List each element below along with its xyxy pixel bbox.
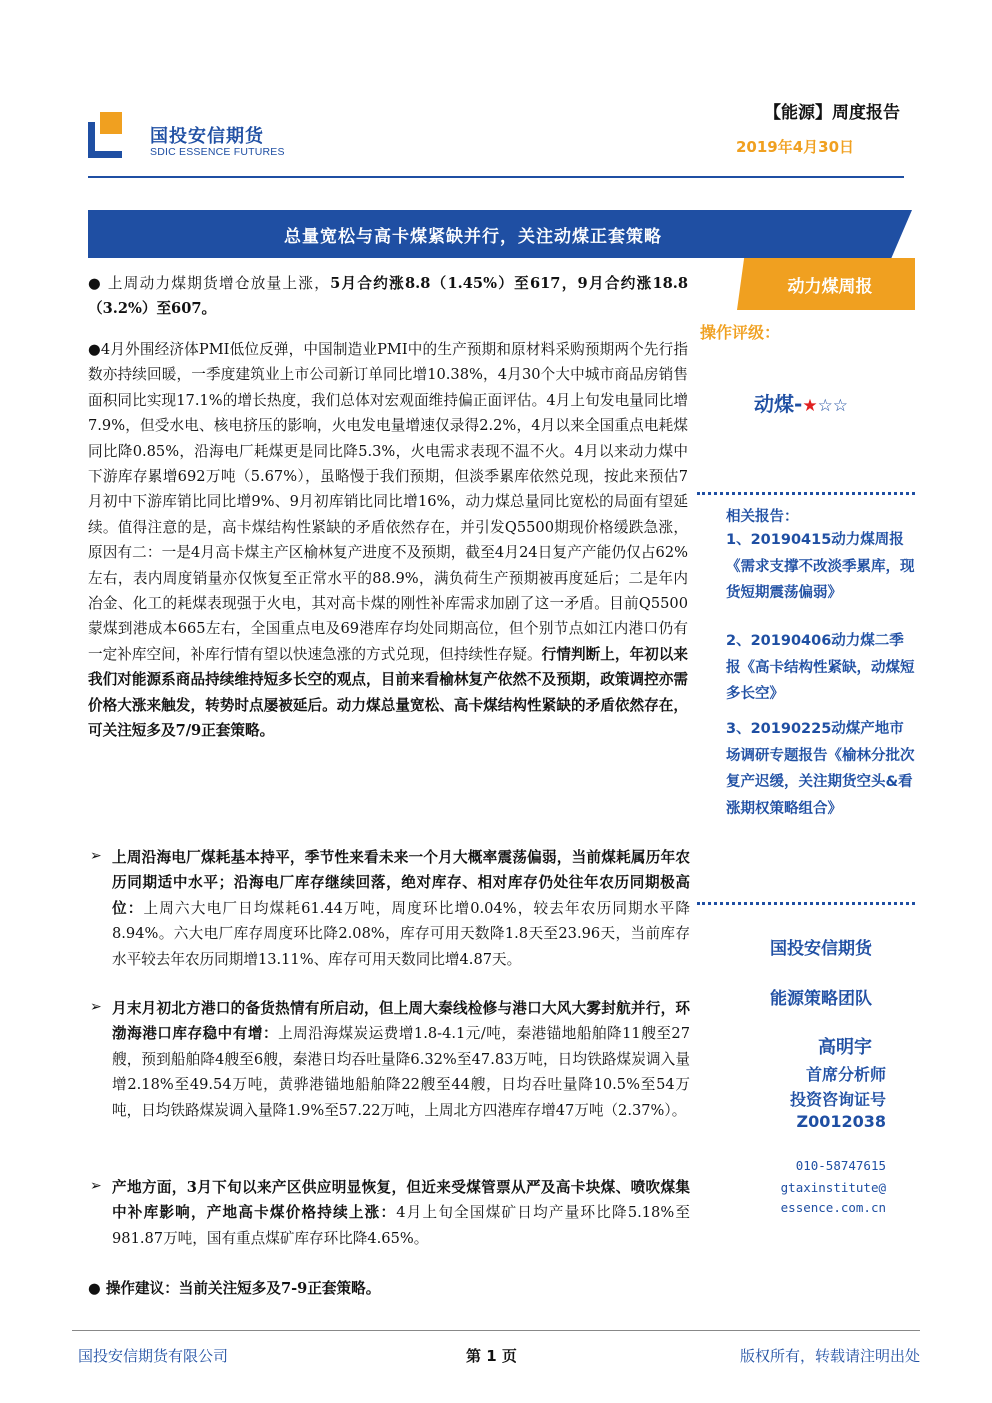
ports-text: 上周沿海煤炭运费增1.8-4.1元/吨，秦港锚地船舶降11艘至27艘，预到船舶降4艘至6艘，秦港日均吞吐量降6.32%至47.83万吨，日均铁路煤炭调入量增2.18%至49.54万吨，黄骅港锚地船舶降22艘至44艘，日均吞吐量降10.5%至54万吨，日均铁路煤炭调入量降1.9%至57.22万吨，上周北方四港库存增47万吨（2.37%）。	[112, 1025, 690, 1119]
analysis-conclusion: 行情判断上，年初以来我们对能源系商品持续维持短多长空的观点，目前来看榆林复产依然不及预期，政策调控亦需价格大涨来触发，转势时点屡被延后。动力煤总量宽松、高卡煤结构性紧缺的矛盾依然存在，可关注短多及7/9正套策略。	[88, 645, 688, 740]
footer-company: 国投安信期货有限公司	[78, 1347, 229, 1365]
sidebar-org: 国投安信期货	[770, 939, 872, 959]
star-filled-icon: ★	[802, 396, 818, 416]
report-date: 2019年4月30日	[736, 138, 855, 156]
analysis-text: ●4月外围经济体PMI低位反弹，中国制造业PMI中的生产预期和原材料采购预期两个先行指数亦持续回暖，一季度建筑业上市公司新订单同比增10.38%，4月30个大中城市商品房销售面积同比实现17.1%的增长热度，我们总体对宏观面维持偏正面评估。4月上旬发电量同比增7.9%，但受水电、核电挤压的影响，火电发电量增速仅录得2.2%，4月以来全国重点电耗煤同比降0.85%，沿海电厂耗煤更是同比降5.3%，火电需求表现不温不火。4月以来动力煤中下游库存累增692万吨（5.67%），虽略慢于我们预期，但淡季累库依然兑现，按此来预估7月初中下游库销比同比增9%、9月初库销比同比增16%，动力煤总量同比宽松的局面有望延续。值得注意的是，高卡煤结构性紧缺的矛盾依然存在，并引发Q5500期现价格缓跌急涨，原因有二：一是4月高卡煤主产区榆林复产进度不及预期，截至4月24日复产产能仍仅占62%左右，表内周度销量亦仅恢复至正常水平的88.9%，满负荷生产预期被再度延后；二是年内冶金、化工的耗煤表现强于火电，其对高卡煤的刚性补库需求加剧了这一矛盾。目前Q5500蒙煤到港成本665左右，全国重点电及69港库存均处同期高位，但个别节点如江内港口仍有一定补库空间，补库行情有望以快速急涨的方式兑现，但持续性存疑。	[88, 341, 688, 663]
paragraph-recommendation	[88, 1276, 688, 1301]
summary-highlight: 5月合约涨8.8（1.45%）至617，9月合约涨18.8（3.2%）至607。	[88, 275, 689, 318]
footer-divider	[72, 1330, 920, 1331]
star-empty-icon: ☆☆	[817, 396, 849, 416]
rating-label: 操作评级：	[700, 323, 781, 342]
cert-number: Z0012038	[796, 1112, 886, 1131]
power-plants-text: 上周六大电厂日均煤耗61.44万吨，周度环比增0.04%，较去年农历同期水平降8.94%。六大电厂库存周度环比降2.08%，库存可用天数降1.8天至23.96天，当前库存水平较去年农历同期增13.11%、库存可用天数同比增4.87天。	[112, 899, 690, 968]
contact-email-line-1[interactable]: gtaxinstitute@	[780, 1180, 886, 1195]
arrow-bullet-icon: ➢	[90, 999, 102, 1015]
rating	[754, 388, 848, 417]
paragraph-production	[112, 1175, 690, 1251]
logo-name-en: SDIC ESSENCE FUTURES	[150, 146, 285, 158]
report-tag: 动力煤周报	[787, 277, 873, 297]
related-reports-title: 相关报告：	[726, 509, 799, 525]
related-report-2[interactable]: 2、20190406动力煤二季报《高卡结构性紧缺，动煤短多长空》	[726, 633, 915, 702]
logo-name-cn: 国投安信期货	[150, 126, 264, 147]
cert-label: 投资咨询证号	[789, 1090, 886, 1109]
related-report-1[interactable]: 1、20190415动力煤周报《需求支撑不改淡季累库，现货短期震荡偏弱》	[726, 532, 915, 601]
header-divider	[88, 176, 904, 178]
production-highlight: 产地方面，3月下旬以来产区供应明显恢复，但近来受煤管票从严及高卡块煤、喷吹煤集中补库影响，产地高卡煤价格持续上涨：	[112, 1179, 690, 1222]
page-number: 第 1 页	[466, 1347, 517, 1365]
sidebar-team: 能源策略团队	[770, 989, 872, 1009]
paragraph-summary	[88, 271, 688, 322]
arrow-bullet-icon: ➢	[90, 848, 102, 864]
paragraph-ports	[112, 996, 690, 1123]
production-text: 4月上旬全国煤矿日均产量环比降5.18%至981.87万吨，国有重点煤矿库存环比降4.65%。	[112, 1204, 690, 1247]
logo-blue-bar	[88, 122, 95, 158]
report-type: 【能源】周度报告	[764, 103, 900, 123]
author-name: 高明宇	[818, 1037, 872, 1058]
author-title: 首席分析师	[805, 1065, 886, 1084]
contact-email-line-2[interactable]: essence.com.cn	[780, 1200, 886, 1215]
company-logo-icon	[88, 112, 134, 158]
power-plants-highlight: 上周沿海电厂煤耗基本持平，季节性来看未来一个月大概率震荡偏弱，当前煤耗属历年农历同期适中水平；沿海电厂库存继续回落，绝对库存、相对库存仍处往年农历同期极高位：	[112, 849, 690, 917]
paragraph-analysis	[88, 337, 688, 744]
report-title: 总量宽松与高卡煤紧缺并行，关注动煤正套策略	[284, 227, 662, 247]
related-report-3[interactable]: 3、20190225动煤产地市场调研专题报告《榆林分批次复产迟缓，关注期货空头&看涨期权策略组合》	[726, 721, 915, 817]
sidebar-divider	[697, 902, 915, 905]
recommendation-text: 操作建议：当前关注短多及7-9正套策略。	[105, 1280, 381, 1297]
rating-name: 动煤-	[754, 392, 803, 416]
footer-copyright: 版权所有，转载请注明出处	[739, 1347, 920, 1365]
ports-highlight: 月末月初北方港口的备货热情有所启动，但上周大秦线检修与港口大风大雾封航并行，环渤海港口库存稳中有增：	[112, 1000, 690, 1043]
bullet-icon: ●	[88, 1280, 101, 1297]
summary-text: ● 上周动力煤期货增仓放量上涨，	[88, 275, 331, 292]
contact-phone: 010-58747615	[795, 1158, 886, 1173]
paragraph-power-plants	[112, 845, 690, 972]
arrow-bullet-icon: ➢	[90, 1178, 102, 1194]
sidebar-divider	[697, 492, 915, 495]
